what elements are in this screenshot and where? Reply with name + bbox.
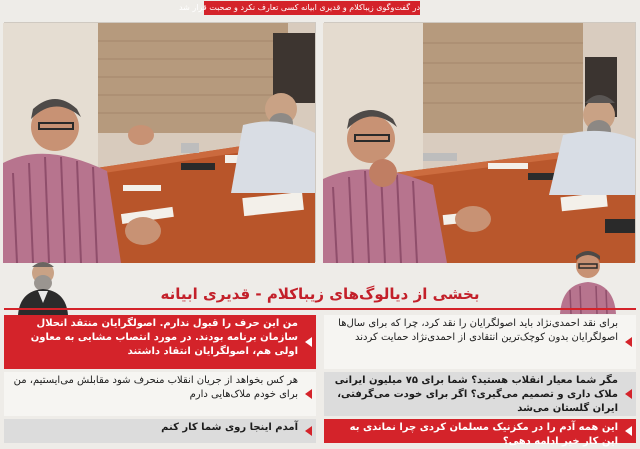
statement-text: این همه آدم را در مکزنیک مسلمان کردی چرا نماندی به این کار خیر ادامه دهی؟: [349, 422, 618, 447]
statement-text: مگر شما معیار انقلاب هستید؟ شما برای ۷۵ میلیون ایرانی ملاک داری و تصمیم می‌گیری؟ اگر برای خودت می‌گرفتی، ایران گلستان می‌شد: [334, 375, 618, 414]
chevron-icon: [305, 426, 312, 436]
statement-text: من این حرف را قبول ندارم. اصولگرایان منتقد انحلال سازمان برنامه بودند. در مورد انتصاب مشایی به معاون اولی هم، اصولگرایان انتقاد داشتند: [30, 318, 298, 357]
photo-caption: در گفت‌وگوی زیباکلام و قدیری ابیانه کسی تعارف نکرد و صحبت قرار شد: [204, 1, 420, 15]
portrait-zibakalam: [556, 246, 620, 314]
chevron-icon: [305, 389, 312, 399]
interview-photo-left: [4, 22, 316, 262]
zibakalam-statement: [324, 372, 636, 416]
ghadiri-statement: [4, 315, 316, 369]
statement-text: برای نقد احمدی‌نژاد باید اصولگرایان را نقد کرد، چرا که برای سال‌ها اصولگرایان بدون کوچک‌ترین انتقادی از احمدی‌نژاد حمایت کردند: [338, 318, 618, 343]
dialogue-row: [4, 315, 636, 369]
chevron-icon: [625, 337, 632, 347]
zibakalam-statement: [324, 315, 636, 369]
portrait-ghadiri-abyaneh: [14, 255, 72, 315]
chevron-icon: [625, 389, 632, 399]
statement-text: آمدم اینجا روی شما کار کنم: [161, 422, 298, 433]
ghadiri-statement: [4, 419, 316, 443]
divider: [4, 308, 636, 310]
chevron-icon: [625, 426, 632, 436]
interview-photo-right: [324, 22, 636, 262]
dialogue-row: [4, 372, 636, 416]
statement-text: هر کس بخواهد از جریان انقلاب منحرف شود مقابلش می‌ایستیم، من برای خودم ملاک‌هایی دارم: [13, 375, 298, 400]
chevron-icon: [305, 337, 312, 347]
ghadiri-statement: [4, 372, 316, 416]
zibakalam-statement: [324, 419, 636, 447]
dialogue-row: [4, 419, 636, 447]
section-heading: بخشی از دیالوگ‌های زیباکلام - قدیری ابیانه: [160, 285, 480, 303]
